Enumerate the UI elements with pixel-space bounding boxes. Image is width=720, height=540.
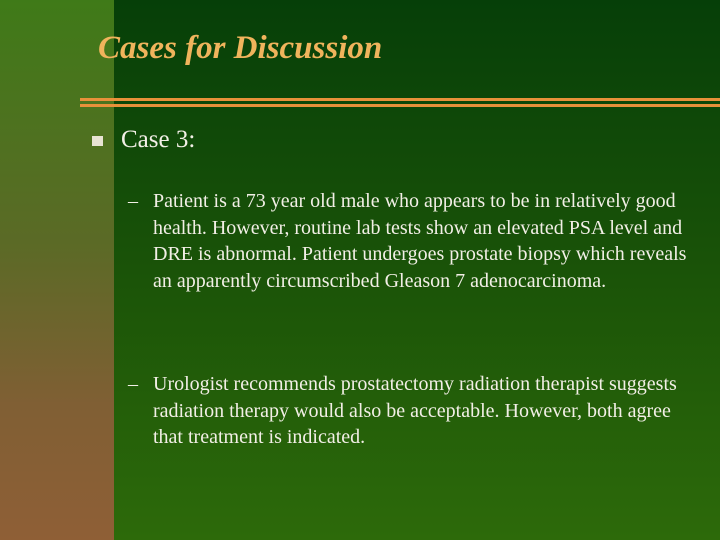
sub-point: [128, 371, 698, 451]
divider-line-top: [80, 98, 720, 101]
sub-point: [128, 188, 698, 294]
sub-point-text: Urologist recommends prostatectomy radiation therapist suggests radiation therapy would also be acceptable. However, both agree that treatment is indicated.: [153, 373, 677, 448]
dash-marker: –: [128, 373, 138, 395]
slide-title: Cases for Discussion: [98, 30, 383, 66]
dash-marker: –: [128, 190, 138, 212]
case-heading: Case 3:: [121, 126, 196, 153]
sidebar-band: [0, 0, 114, 540]
divider-line-bottom: [80, 104, 720, 107]
square-bullet-icon: [92, 136, 103, 146]
title-divider: [80, 98, 720, 108]
sub-point-text: Patient is a 73 year old male who appears to be in relatively good health. However, routine lab tests show an elevated PSA level and DRE is abnormal. Patient undergoes prostate biopsy which reveals an apparently circumscribed Gleason 7 adenocarcinoma.: [153, 190, 687, 292]
